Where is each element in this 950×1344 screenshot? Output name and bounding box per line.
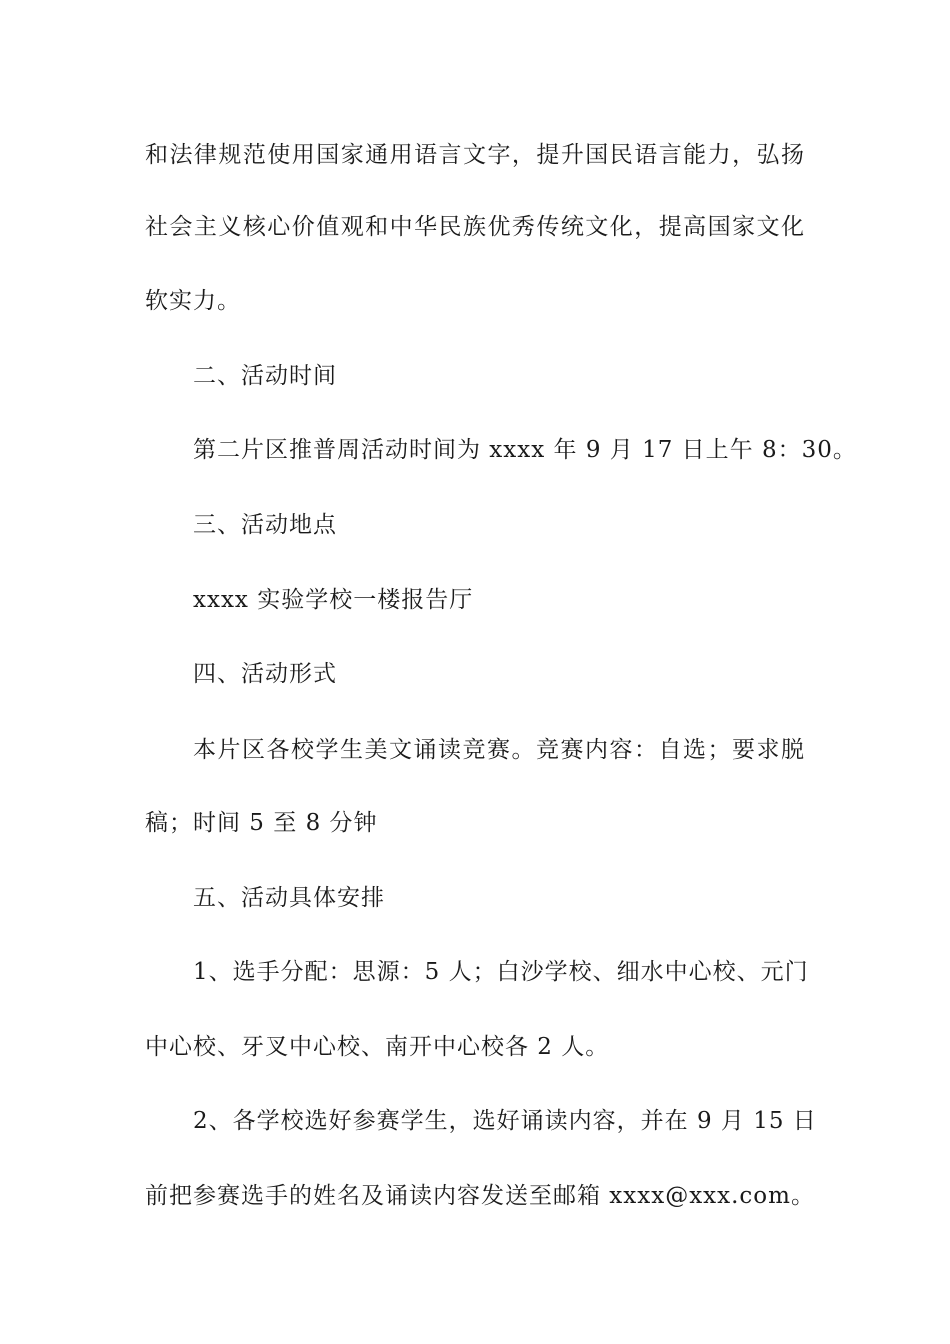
paragraph-line: 和法律规范使用国家通用语言文字，提升国民语言能力，弘扬 — [145, 142, 805, 168]
paragraph-line: xxxx 实验学校一楼报告厅 — [193, 587, 474, 613]
section-heading-arrangement: 五、活动具体安排 — [193, 885, 385, 911]
paragraph-line: 前把参赛选手的姓名及诵读内容发送至邮箱 xxxx@xxx.com。 — [145, 1183, 815, 1209]
paragraph-line: 中心校、牙叉中心校、南开中心校各 2 人。 — [145, 1034, 610, 1060]
paragraph-line: 社会主义核心价值观和中华民族优秀传统文化，提高国家文化 — [145, 214, 805, 240]
paragraph-line: 软实力。 — [145, 288, 241, 314]
section-heading-format: 四、活动形式 — [193, 661, 337, 687]
paragraph-line: 本片区各校学生美文诵读竞赛。竞赛内容：自选；要求脱 — [193, 737, 805, 763]
paragraph-line: 2、各学校选好参赛学生，选好诵读内容，并在 9 月 15 日 — [193, 1108, 817, 1134]
section-heading-location: 三、活动地点 — [193, 512, 337, 538]
paragraph-line: 第二片区推普周活动时间为 xxxx 年 9 月 17 日上午 8：30。 — [193, 437, 857, 463]
paragraph-line: 1、选手分配：思源：5 人；白沙学校、细水中心校、元门 — [193, 959, 809, 985]
paragraph-line: 稿；时间 5 至 8 分钟 — [145, 810, 378, 836]
section-heading-time: 二、活动时间 — [193, 363, 337, 389]
